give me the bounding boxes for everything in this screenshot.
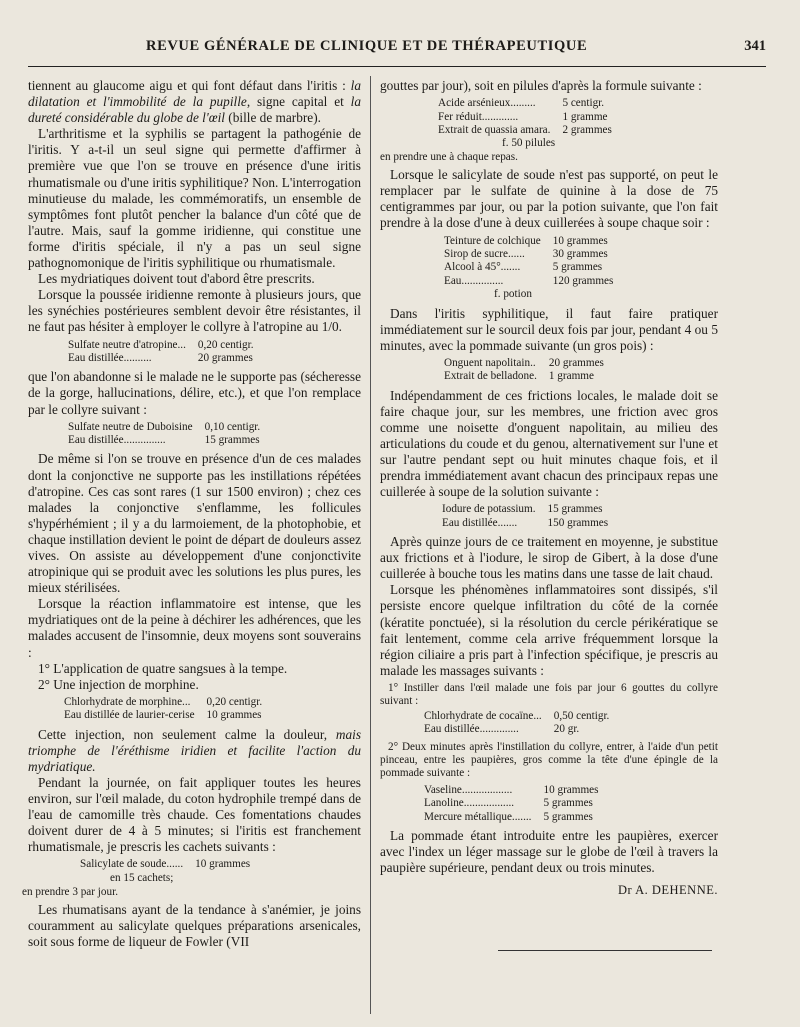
right-column <box>380 78 718 898</box>
paragraph: De même si l'on se trouve en présence d'un de ces malades dont la conjonctive ne supporte pas les instillations répétées d'atropine. Ces cas sont rares (1 sur 1500 environ) ; chez ces malades la conjonctive s'enflamme, les follicules s'hypérhémient ; il y a du larmoiement, de la photophobie, et chaque instillation devient le point de départ de douleurs assez vives. On assiste au développement d'une conjonctivite atropinique qui se produit avec les solutions les plus pures, les mieux stérilisées. <box>28 451 361 596</box>
list-item: 2° Une injection de morphine. <box>38 676 199 692</box>
paragraph: Lorsque la poussée iridienne remonte à plusieurs jours, que les synéchies postérieures semblent devoir être résistantes, il ne faut pas hésiter à employer le collyre à l'atropine au 1/0. <box>28 287 361 335</box>
paragraph: Les rhumatisans ayant de la tendance à s'anémier, je joins couramment au salicylate quelques préparations arsenicales, soit sous forme de liqueur de Fowler (VII <box>28 901 361 949</box>
prescription: Iodure de potassium. 15 grammes Eau distillée....... 150 grammes <box>442 503 609 529</box>
prescription: Acide arsénieux......... 5 centigr. Fer réduit............. 1 gramme Extrait de quassia amara. 2 grammes f. 50 pilules <box>438 97 612 150</box>
paragraph: Lorsque le salicylate de soude n'est pas supporté, on peut le remplacer par le sulfate de quinine à la dose de 75 centigrammes par jour, ou par la potion suivante, que l'on fait prendre à la dose d'une à deux cuillerées à soupe chaque soir : <box>380 167 718 231</box>
paragraph: Pendant la journée, on fait appliquer toutes les heures environ, sur l'œil malade, du coton hydrophile trempé dans de l'eau de camomille très chaude. Ces fomentations chaudes doivent durer de 4 à 5 minutes; si l'iritis est franchement rhumatismale, je prescris les cachets suivants : <box>28 774 361 855</box>
paragraph: tiennent au glaucome aigu et qui font défaut dans l'iritis : la dilatation et l'immobilité de la pupille, signe capital et la dureté considérable du globe de l'œil (bille de marbre). <box>28 78 361 126</box>
list-item: 1° L'application de quatre sangsues à la tempe. <box>38 660 288 676</box>
journal-title: REVUE GÉNÉRALE DE CLINIQUE ET DE THÉRAPEUTIQUE <box>146 38 588 54</box>
prescription: Chlorhydrate de morphine... 0,20 centigr. Eau distillée de laurier-cerise 10 grammes <box>64 695 263 722</box>
page-header <box>28 38 766 60</box>
massage-step: 1° Instiller dans l'œil malade une fois par jour 6 gouttes du collyre suivant : <box>380 681 718 708</box>
dosage-note: en prendre une à chaque repas. <box>380 150 518 163</box>
prescription: Sulfate neutre d'atropine... 0,20 centigr. Eau distillée.......... 20 grammes <box>68 338 254 364</box>
prescription: Teinture de colchique 10 grammes Sirop de sucre...... 30 grammes Alcool à 45°....... 5 grammes Eau............... 120 grammes f. potion <box>444 234 614 301</box>
paragraph: La pommade étant introduite entre les paupières, exercer avec l'index un léger massage sur le globe de l'œil à travers la paupière supérieure, pendant deux ou trois minutes. <box>380 828 718 876</box>
paragraph: Dans l'iritis syphilitique, il faut faire pratiquer immédiatement sur le sourcil deux fois par jour, pendant 4 ou 5 minutes, avec la pommade suivante (un gros pois) : <box>380 305 718 353</box>
author-signature: Dr A. DEHENNE. <box>617 883 718 898</box>
prescription: Onguent napolitain.. 20 grammes Extrait de belladone. 1 gramme <box>444 356 604 383</box>
dosage-note: en prendre 3 par jour. <box>22 886 118 899</box>
paragraph: Après quinze jours de ce traitement en moyenne, je substitue aux frictions et à l'iodure, le sirop de Gibert, à la dose d'une cuillerée à bouche tous les matins dans une tasse de lait chaud. <box>380 534 718 582</box>
prescription: Vaseline.................. 10 grammes Lanoline.................. 5 grammes Mercure métallique....... 5 grammes <box>424 783 599 823</box>
paragraph: Lorsque les phénomènes inflammatoires sont dissipés, s'il persiste encore quelque infiltration du côté de la cornée (kératite ponctuée), si la résolution du cercle périkératique se fait lentement, comme cela arrive fréquemment lorsque la région ciliaire a pris part à l'infection spécifique, je prescris au malade les massages suivants : <box>380 582 718 678</box>
paragraph: Cette injection, non seulement calme la douleur, mais triomphe de l'éréthisme iridien et facilite l'action du mydriatique. <box>28 726 361 774</box>
header-rule <box>28 66 766 67</box>
paragraph: que l'on abandonne si le malade ne le supporte pas (sécheresse de la gorge, hallucinations, délire, etc.), et que l'on remplace par le collyre suivant : <box>28 369 361 417</box>
prescription: Salicylate de soude...... 10 grammes en 15 cachets; <box>80 858 251 884</box>
prescription: Sulfate neutre de Duboisine 0,10 centigr. Eau distillée............... 15 grammes <box>68 420 261 446</box>
paragraph: Les mydriatiques doivent tout d'abord être prescrits. <box>38 271 315 287</box>
page-number: 341 <box>744 38 766 54</box>
paragraph: gouttes par jour), soit en pilules d'après la formule suivante : <box>380 78 702 93</box>
paragraph: L'arthritisme et la syphilis se partagent la pathogénie de l'iritis. Y a-t-il un seul signe qui permette d'affirmer à première vue que l'on se trouve en présence d'une iritis rhumatismale ou d'une iritis syphilitique? Non. L'interrogation minutieuse du malade, les commémoratifs, un ensemble de symptômes font plutôt pencher la balance d'un côté que de l'autre. Mais, sauf la gomme iridienne, qui constitue une forme d'iritis spéciale, il n'y a pas un seul signe pathognomonique de l'iritis syphilitique ou rhumatismale. <box>28 126 361 271</box>
paragraph: Lorsque la réaction inflammatoire est intense, que les mydriatiques ont de la peine à déchirer les adhérences, que les malades accusent de l'insomnie, deux moyens sont souverains : <box>28 596 361 660</box>
paragraph: Indépendamment de ces frictions locales, le malade doit se faire chaque jour, sur les membres, une friction avec gros comme une noisette d'onguent napolitain, au milieu des articulations du coude et du genou, alternativement sur l'une et sur l'autre pendant sept ou huit minutes chaque fois, et il prendra immédiatement avant chacun des principaux repas une cuillerée à soupe de la solution suivante : <box>380 387 718 500</box>
left-column <box>22 78 361 950</box>
massage-step: 2° Deux minutes après l'instillation du collyre, entrer, à l'aide d'un petit pinceau, entre les paupières, gros comme la tête d'une épingle de la pommade suivante : <box>380 740 718 780</box>
signature-rule <box>498 950 712 951</box>
column-divider <box>370 76 371 1014</box>
prescription: Chlorhydrate de cocaïne... 0,50 centigr. Eau distillée.............. 20 gr. <box>424 709 610 736</box>
